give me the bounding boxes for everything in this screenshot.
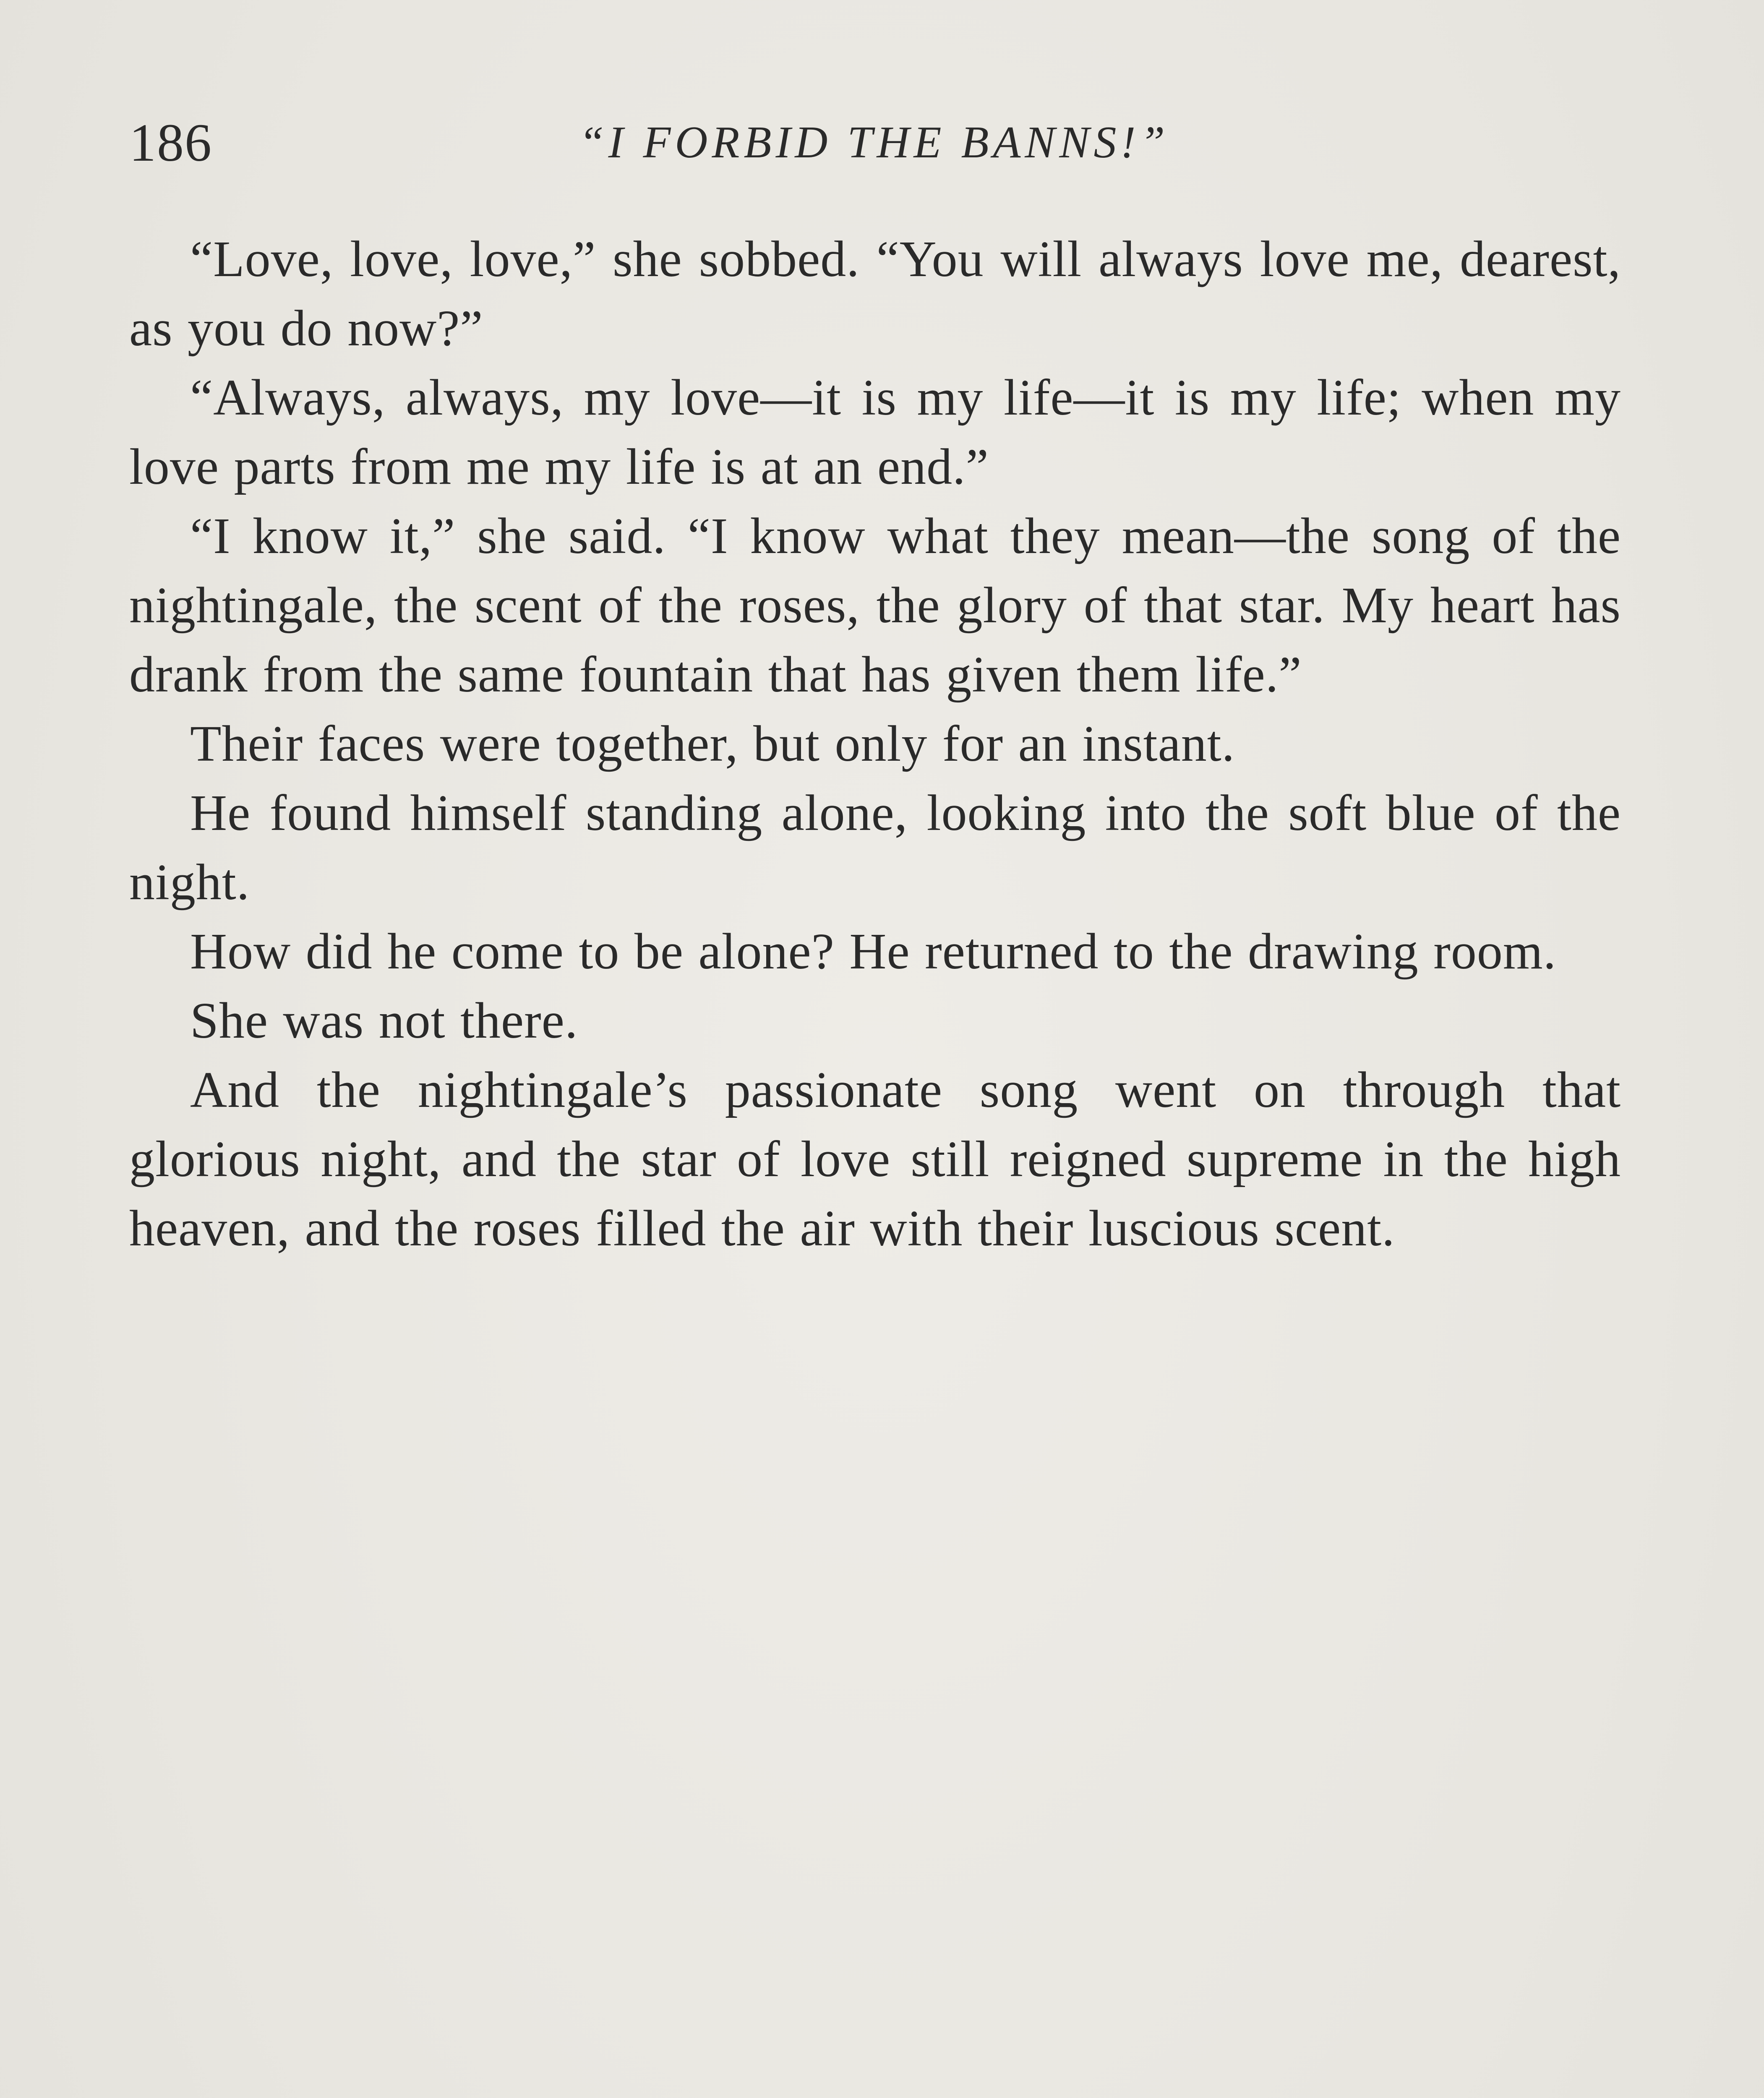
paragraph: He found himself standing alone, looking into the soft blue of the night. bbox=[129, 785, 1621, 911]
paragraph: How did he come to be alone? He returned to the drawing room. bbox=[190, 923, 1557, 980]
body-text bbox=[129, 224, 1621, 1263]
running-title: “I FORBID THE BANNS!” bbox=[579, 117, 1169, 167]
paragraph: Their faces were together, but only for an instant. bbox=[190, 715, 1235, 772]
paragraph: She was not there. bbox=[190, 992, 578, 1049]
paragraph: And the nightingale’s passionate song went on through that glorious night, and the star of love still reigned supreme in the high heaven, and the roses filled the air with their luscious scent. bbox=[129, 1062, 1621, 1257]
running-head bbox=[129, 105, 1619, 180]
page-number: 186 bbox=[129, 113, 212, 172]
paragraph: “Love, love, love,” she sobbed. “You will always love me, dearest, as you do now?” bbox=[129, 231, 1621, 357]
paragraph: “I know it,” she said. “I know what they mean—the song of the nightingale, the scent of the roses, the glory of that star. My heart has drank from the same fountain that has given them life.” bbox=[129, 508, 1621, 703]
paragraph: “Always, always, my love—it is my life—it is my life; when my love parts from me my life is at an end.” bbox=[129, 369, 1621, 495]
